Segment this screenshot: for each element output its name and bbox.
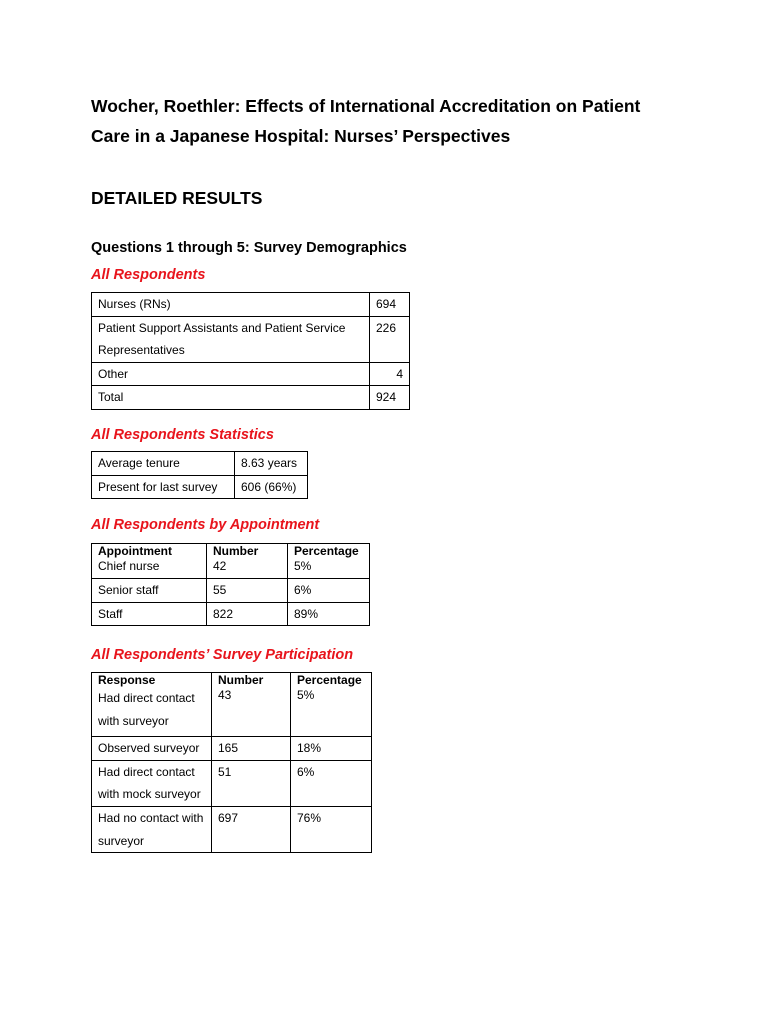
table-cell: 165 bbox=[212, 737, 291, 761]
table-cell: 694 bbox=[370, 293, 410, 317]
table-cell: 8.63 years bbox=[235, 452, 308, 476]
table-cell: Senior staff bbox=[92, 579, 207, 603]
table-row bbox=[92, 579, 370, 603]
document-title bbox=[91, 91, 691, 151]
questions-heading: Questions 1 through 5: Survey Demographics bbox=[91, 240, 407, 256]
table-cell: 606 (66%) bbox=[235, 475, 308, 499]
appointment-table bbox=[91, 543, 370, 626]
column-header: Percentage bbox=[288, 544, 370, 559]
title-line-1: Wocher, Roethler: Effects of International Accreditation on Patient bbox=[91, 96, 641, 116]
table-cell: Had no contact with surveyor bbox=[92, 806, 212, 852]
table-cell: 5% bbox=[288, 558, 370, 579]
table-cell: Average tenure bbox=[92, 452, 235, 476]
table-row bbox=[92, 760, 372, 806]
table-row bbox=[92, 558, 370, 579]
table-cell: 5% bbox=[291, 687, 372, 737]
table-row bbox=[92, 316, 410, 362]
table-cell: 18% bbox=[291, 737, 372, 761]
section-heading: DETAILED RESULTS bbox=[91, 188, 263, 208]
appointment-heading: All Respondents by Appointment bbox=[91, 517, 320, 533]
table-cell: 822 bbox=[207, 602, 288, 626]
table-cell: 6% bbox=[291, 760, 372, 806]
table-cell: 697 bbox=[212, 806, 291, 852]
table-cell: Had direct contact with surveyor bbox=[92, 687, 212, 737]
table-cell: 42 bbox=[207, 558, 288, 579]
column-header: Response bbox=[92, 673, 212, 688]
statistics-table bbox=[91, 451, 308, 499]
table-cell: 89% bbox=[288, 602, 370, 626]
table-cell: 51 bbox=[212, 760, 291, 806]
table-row bbox=[92, 806, 372, 852]
table-cell: 55 bbox=[207, 579, 288, 603]
table-row bbox=[92, 687, 372, 737]
all-respondents-table bbox=[91, 292, 410, 410]
participation-heading: All Respondents’ Survey Participation bbox=[91, 647, 354, 663]
column-header: Number bbox=[212, 673, 291, 688]
table-cell: Total bbox=[92, 386, 370, 410]
table-cell: 226 bbox=[370, 316, 410, 362]
table-cell: Had direct contact with mock surveyor bbox=[92, 760, 212, 806]
table-row bbox=[92, 362, 410, 386]
table-row bbox=[92, 737, 372, 761]
table-row bbox=[92, 452, 308, 476]
table-cell: Present for last survey bbox=[92, 475, 235, 499]
table-row bbox=[92, 475, 308, 499]
table-cell: Chief nurse bbox=[92, 558, 207, 579]
statistics-heading: All Respondents Statistics bbox=[91, 427, 274, 443]
participation-table bbox=[91, 672, 372, 853]
table-row bbox=[92, 386, 410, 410]
table-cell: 6% bbox=[288, 579, 370, 603]
table-cell: Nurses (RNs) bbox=[92, 293, 370, 317]
table-cell: Observed surveyor bbox=[92, 737, 212, 761]
column-header: Percentage bbox=[291, 673, 372, 688]
table-header-row bbox=[92, 544, 370, 559]
table-row bbox=[92, 602, 370, 626]
table-cell: Staff bbox=[92, 602, 207, 626]
table-cell: 924 bbox=[370, 386, 410, 410]
column-header: Appointment bbox=[92, 544, 207, 559]
table-cell: 4 bbox=[370, 362, 410, 386]
all-respondents-heading: All Respondents bbox=[91, 267, 206, 283]
table-cell: Patient Support Assistants and Patient Service Representatives bbox=[92, 316, 370, 362]
table-cell: Other bbox=[92, 362, 370, 386]
column-header: Number bbox=[207, 544, 288, 559]
table-cell: 43 bbox=[212, 687, 291, 737]
table-header-row bbox=[92, 673, 372, 688]
title-line-2: Care in a Japanese Hospital: Nurses’ Perspectives bbox=[91, 126, 511, 146]
table-row bbox=[92, 293, 410, 317]
table-cell: 76% bbox=[291, 806, 372, 852]
